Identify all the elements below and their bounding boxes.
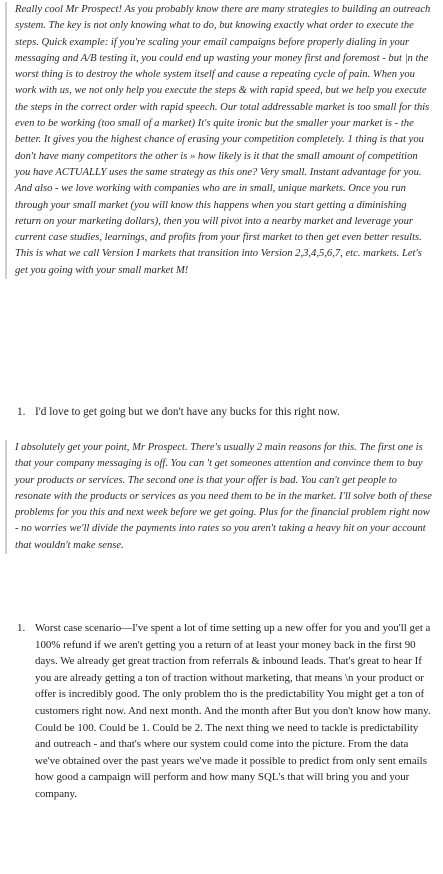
objection-list-item	[5, 404, 435, 420]
list-item-text: Worst case scenario—I've spent a lot of time setting up a new offer for you and you'll get a 100% refund if we aren't getting you a return of at least your money back in the first 90 days. We already get great traction from referrals & inbound leads. That's great to hear If you are already getting a ton of traction without marketing, that means \n your product or offer is incredibly good. The only problem tho is the predictability You might get a ton of customers right now. And next month. And the month after But you don't know how many. Could be 100. Could be 1. Could be 2. The next thing we need to tackle is predictability and outreach - and that's where our system could come into the picture. From the data we've obtained over the past years we've made it possible to predict from only sent emails how good a campaign will perform and how many SQL's that will bring you and your company.	[35, 622, 431, 800]
list-number: 1.	[17, 406, 26, 418]
list-number: 1.	[17, 622, 26, 634]
objection-list-item	[5, 620, 435, 803]
intro-quote-block: Really cool Mr Prospect! As you probably know there are many strategies to building an outreach system. The key is not only knowing what to do, but knowing exactly what order to execute the steps. Quick example: if you're scaling your email campaigns before properly dialing in your messaging and A/B testing it, you could end up wasting your money first and foremost - but |n the worst thing is to destroy the whole system itself and cause a repeating cycle of pain. When you work with us, we not only help you execute the steps & with rapid speed, but we help you execute the steps in the correct order with rapid speech. Our total addressable market is too small for this even to be working (too small of a market) It's quite ironic but the smaller your market is - the better. It gives you the highest chance of erasing your competition completely. 1 thing is that you don't have many competitors the other is » how likely is it that the small amount of competition you have ACTUALLY uses the same strategy as this one? Very small. Instant advantage for you. And also - we love working with companies who are in small, unique markets. Once you run through your small market (you will know this happens when you start getting a diminishing return on your marketing dollars), then you will pivot into a nearby market and leverage your current case studies, learnings, and profits from your first market to then get even better results. This is what we call Version I markets that transition into Version 2,3,4,5,6,7, etc. markets. Let's get you going with your small market M!	[5, 2, 435, 279]
response-quote-block: I absolutely get your point, Mr Prospect. There's usually 2 main reasons for this. The first one is that your company messaging is off. You can 't get someones attention and convince them to buy your products or services. The second one is that your offer is bad. You can't get people to resonate with the products or services as you need them to be in the market. I'll solve both of these problems for you this and next week before we get going. Plus for the financial problem right now - no worries we'll divide the payments into rates so you aren't taking a heavy hit on your account that wouldn't make sense.	[5, 440, 435, 554]
list-item-text: I'd love to get going but we don't have any bucks for this right now.	[35, 406, 340, 418]
